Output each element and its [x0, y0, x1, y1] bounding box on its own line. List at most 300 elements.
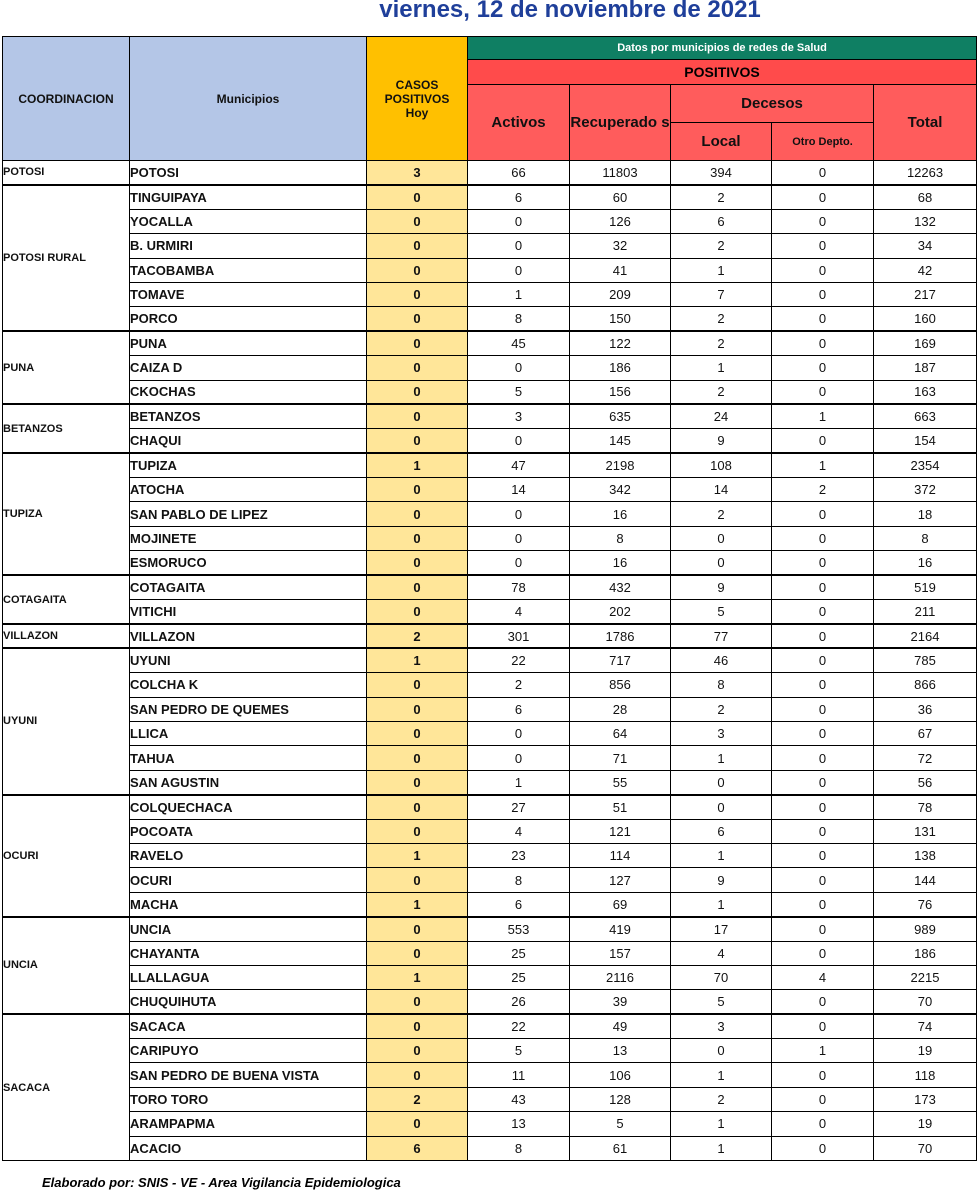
recuperados-cell: 856	[570, 673, 671, 697]
decesos-local-cell: 2	[671, 234, 772, 258]
table-row	[3, 917, 977, 941]
activos-cell: 25	[468, 965, 570, 989]
municipio-cell: MACHA	[130, 892, 367, 916]
total-cell: 42	[874, 258, 977, 282]
total-cell: 187	[874, 356, 977, 380]
decesos-otro-cell: 2	[772, 478, 874, 502]
recuperados-cell: 419	[570, 917, 671, 941]
total-cell: 372	[874, 478, 977, 502]
decesos-local-cell: 2	[671, 185, 772, 209]
table-row	[3, 795, 977, 819]
casos-hoy-cell: 6	[367, 1136, 468, 1160]
casos-hoy-cell: 0	[367, 380, 468, 404]
decesos-local-cell: 2	[671, 380, 772, 404]
header-casos-line2: POSITIVOS	[384, 91, 450, 106]
recuperados-cell: 60	[570, 185, 671, 209]
municipio-cell: B. URMIRI	[130, 234, 367, 258]
municipio-cell: COLCHA K	[130, 673, 367, 697]
decesos-local-cell: 7	[671, 282, 772, 306]
activos-cell: 0	[468, 526, 570, 550]
recuperados-cell: 11803	[570, 161, 671, 185]
casos-hoy-cell: 2	[367, 624, 468, 648]
header-casos-positivos-hoy	[367, 37, 468, 161]
decesos-local-cell: 1	[671, 1112, 772, 1136]
header-casos-line1: CASOS	[395, 77, 439, 92]
table-row	[3, 843, 977, 867]
decesos-otro-cell: 0	[772, 868, 874, 892]
activos-cell: 0	[468, 551, 570, 575]
total-cell: 68	[874, 185, 977, 209]
casos-hoy-cell: 0	[367, 331, 468, 355]
decesos-local-cell: 1	[671, 356, 772, 380]
decesos-local-cell: 5	[671, 990, 772, 1014]
coordinacion-cell: POTOSI RURAL	[3, 185, 130, 331]
decesos-local-cell: 8	[671, 673, 772, 697]
decesos-otro-cell: 0	[772, 770, 874, 794]
header-positivos: POSITIVOS	[468, 60, 977, 85]
decesos-local-cell: 1	[671, 843, 772, 867]
total-cell: 138	[874, 843, 977, 867]
total-cell: 76	[874, 892, 977, 916]
recuperados-cell: 41	[570, 258, 671, 282]
decesos-local-cell: 6	[671, 819, 772, 843]
table-row	[3, 453, 977, 477]
header-datos: Datos por municipios de redes de Salud	[468, 37, 977, 60]
decesos-otro-cell: 0	[772, 307, 874, 331]
total-cell: 74	[874, 1014, 977, 1038]
decesos-local-cell: 6	[671, 209, 772, 233]
activos-cell: 0	[468, 209, 570, 233]
decesos-otro-cell: 0	[772, 526, 874, 550]
header-decesos: Decesos	[671, 85, 874, 123]
recuperados-cell: 156	[570, 380, 671, 404]
total-cell: 8	[874, 526, 977, 550]
table-row	[3, 356, 977, 380]
decesos-local-cell: 77	[671, 624, 772, 648]
casos-hoy-cell: 0	[367, 917, 468, 941]
cases-table	[2, 36, 977, 1161]
decesos-otro-cell: 0	[772, 673, 874, 697]
municipio-cell: CAIZA D	[130, 356, 367, 380]
activos-cell: 25	[468, 941, 570, 965]
municipio-cell: SAN PEDRO DE QUEMES	[130, 697, 367, 721]
coordinacion-cell: PUNA	[3, 331, 130, 404]
municipio-cell: CHUQUIHUTA	[130, 990, 367, 1014]
municipio-cell: RAVELO	[130, 843, 367, 867]
table-row	[3, 624, 977, 648]
total-cell: 18	[874, 502, 977, 526]
table-row	[3, 600, 977, 624]
total-cell: 2164	[874, 624, 977, 648]
casos-hoy-cell: 0	[367, 721, 468, 745]
municipio-cell: COTAGAITA	[130, 575, 367, 599]
activos-cell: 553	[468, 917, 570, 941]
activos-cell: 8	[468, 868, 570, 892]
casos-hoy-cell: 0	[367, 1039, 468, 1063]
decesos-local-cell: 9	[671, 575, 772, 599]
activos-cell: 0	[468, 746, 570, 770]
casos-hoy-cell: 0	[367, 526, 468, 550]
decesos-local-cell: 1	[671, 746, 772, 770]
municipio-cell: VITICHI	[130, 600, 367, 624]
recuperados-cell: 8	[570, 526, 671, 550]
decesos-local-cell: 2	[671, 331, 772, 355]
activos-cell: 0	[468, 356, 570, 380]
activos-cell: 27	[468, 795, 570, 819]
recuperados-cell: 186	[570, 356, 671, 380]
decesos-local-cell: 1	[671, 892, 772, 916]
municipio-cell: CHAQUI	[130, 429, 367, 453]
decesos-otro-cell: 0	[772, 941, 874, 965]
activos-cell: 78	[468, 575, 570, 599]
casos-hoy-cell: 0	[367, 1014, 468, 1038]
recuperados-cell: 202	[570, 600, 671, 624]
table-row	[3, 673, 977, 697]
coordinacion-cell: VILLAZON	[3, 624, 130, 648]
municipio-cell: COLQUECHACA	[130, 795, 367, 819]
casos-hoy-cell: 0	[367, 600, 468, 624]
decesos-local-cell: 1	[671, 1136, 772, 1160]
recuperados-cell: 2198	[570, 453, 671, 477]
activos-cell: 6	[468, 697, 570, 721]
municipio-cell: TORO TORO	[130, 1087, 367, 1111]
municipio-cell: CARIPUYO	[130, 1039, 367, 1063]
table-row	[3, 282, 977, 306]
casos-hoy-cell: 0	[367, 990, 468, 1014]
table-row	[3, 990, 977, 1014]
casos-hoy-cell: 0	[367, 356, 468, 380]
footer-credit: Elaborado por: SNIS - VE - Area Vigilancia Epidemiologica	[42, 1175, 401, 1190]
municipio-cell: UNCIA	[130, 917, 367, 941]
decesos-local-cell: 3	[671, 1014, 772, 1038]
activos-cell: 1	[468, 282, 570, 306]
table-row	[3, 258, 977, 282]
page-title: viernes, 12 de noviembre de 2021	[379, 0, 761, 23]
decesos-otro-cell: 0	[772, 258, 874, 282]
header-municipios: Municipios	[130, 37, 367, 161]
activos-cell: 0	[468, 721, 570, 745]
activos-cell: 5	[468, 380, 570, 404]
decesos-otro-cell: 0	[772, 843, 874, 867]
header-coordinacion: COORDINACION	[3, 37, 130, 161]
decesos-otro-cell: 0	[772, 1112, 874, 1136]
total-cell: 785	[874, 648, 977, 672]
header-activos: Activos	[468, 85, 570, 161]
decesos-local-cell: 2	[671, 307, 772, 331]
activos-cell: 1	[468, 770, 570, 794]
total-cell: 989	[874, 917, 977, 941]
recuperados-cell: 13	[570, 1039, 671, 1063]
recuperados-cell: 61	[570, 1136, 671, 1160]
decesos-otro-cell: 0	[772, 1087, 874, 1111]
total-cell: 144	[874, 868, 977, 892]
activos-cell: 301	[468, 624, 570, 648]
recuperados-cell: 150	[570, 307, 671, 331]
total-cell: 663	[874, 404, 977, 428]
activos-cell: 0	[468, 429, 570, 453]
municipio-cell: YOCALLA	[130, 209, 367, 233]
activos-cell: 0	[468, 502, 570, 526]
decesos-otro-cell: 0	[772, 917, 874, 941]
casos-hoy-cell: 0	[367, 234, 468, 258]
decesos-otro-cell: 0	[772, 502, 874, 526]
coordinacion-cell: UNCIA	[3, 917, 130, 1015]
recuperados-cell: 114	[570, 843, 671, 867]
coordinacion-cell: COTAGAITA	[3, 575, 130, 624]
recuperados-cell: 122	[570, 331, 671, 355]
total-cell: 131	[874, 819, 977, 843]
table-row	[3, 429, 977, 453]
decesos-otro-cell: 0	[772, 648, 874, 672]
activos-cell: 4	[468, 819, 570, 843]
recuperados-cell: 145	[570, 429, 671, 453]
decesos-otro-cell: 0	[772, 575, 874, 599]
table-row	[3, 478, 977, 502]
municipio-cell: ATOCHA	[130, 478, 367, 502]
municipio-cell: TAHUA	[130, 746, 367, 770]
activos-cell: 22	[468, 1014, 570, 1038]
activos-cell: 6	[468, 185, 570, 209]
total-cell: 169	[874, 331, 977, 355]
decesos-local-cell: 0	[671, 551, 772, 575]
municipio-cell: SACACA	[130, 1014, 367, 1038]
decesos-local-cell: 17	[671, 917, 772, 941]
casos-hoy-cell: 3	[367, 161, 468, 185]
header-total: Total	[874, 85, 977, 161]
total-cell: 154	[874, 429, 977, 453]
casos-hoy-cell: 0	[367, 819, 468, 843]
coordinacion-cell: OCURI	[3, 795, 130, 917]
header-otro-depto: Otro Depto.	[772, 123, 874, 161]
total-cell: 2354	[874, 453, 977, 477]
casos-hoy-cell: 0	[367, 478, 468, 502]
recuperados-cell: 69	[570, 892, 671, 916]
decesos-local-cell: 0	[671, 795, 772, 819]
decesos-local-cell: 394	[671, 161, 772, 185]
total-cell: 211	[874, 600, 977, 624]
recuperados-cell: 635	[570, 404, 671, 428]
decesos-local-cell: 4	[671, 941, 772, 965]
municipio-cell: SAN PEDRO DE BUENA VISTA	[130, 1063, 367, 1087]
table-row	[3, 380, 977, 404]
total-cell: 217	[874, 282, 977, 306]
municipio-cell: CKOCHAS	[130, 380, 367, 404]
casos-hoy-cell: 0	[367, 697, 468, 721]
table-row	[3, 648, 977, 672]
activos-cell: 13	[468, 1112, 570, 1136]
recuperados-cell: 16	[570, 502, 671, 526]
recuperados-cell: 49	[570, 1014, 671, 1038]
recuperados-cell: 28	[570, 697, 671, 721]
table-row	[3, 1014, 977, 1038]
recuperados-cell: 128	[570, 1087, 671, 1111]
municipio-cell: OCURI	[130, 868, 367, 892]
activos-cell: 4	[468, 600, 570, 624]
casos-hoy-cell: 0	[367, 429, 468, 453]
decesos-otro-cell: 1	[772, 453, 874, 477]
table-row	[3, 868, 977, 892]
total-cell: 16	[874, 551, 977, 575]
decesos-local-cell: 2	[671, 1087, 772, 1111]
table-row	[3, 209, 977, 233]
total-cell: 56	[874, 770, 977, 794]
recuperados-cell: 16	[570, 551, 671, 575]
decesos-local-cell: 0	[671, 526, 772, 550]
recuperados-cell: 127	[570, 868, 671, 892]
decesos-otro-cell: 0	[772, 234, 874, 258]
activos-cell: 6	[468, 892, 570, 916]
table-row	[3, 746, 977, 770]
municipio-cell: BETANZOS	[130, 404, 367, 428]
activos-cell: 43	[468, 1087, 570, 1111]
coordinacion-cell: TUPIZA	[3, 453, 130, 575]
decesos-otro-cell: 0	[772, 624, 874, 648]
total-cell: 34	[874, 234, 977, 258]
casos-hoy-cell: 0	[367, 1063, 468, 1087]
table-body	[3, 161, 977, 1161]
total-cell: 866	[874, 673, 977, 697]
table-row	[3, 331, 977, 355]
municipio-cell: LLICA	[130, 721, 367, 745]
activos-cell: 22	[468, 648, 570, 672]
total-cell: 12263	[874, 161, 977, 185]
table-row	[3, 1087, 977, 1111]
decesos-otro-cell: 0	[772, 209, 874, 233]
municipio-cell: ACACIO	[130, 1136, 367, 1160]
table-row	[3, 502, 977, 526]
casos-hoy-cell: 1	[367, 453, 468, 477]
table-row	[3, 697, 977, 721]
decesos-otro-cell: 4	[772, 965, 874, 989]
casos-hoy-cell: 0	[367, 673, 468, 697]
decesos-otro-cell: 0	[772, 1063, 874, 1087]
casos-hoy-cell: 1	[367, 648, 468, 672]
casos-hoy-cell: 0	[367, 770, 468, 794]
table-row	[3, 941, 977, 965]
recuperados-cell: 157	[570, 941, 671, 965]
coordinacion-cell: SACACA	[3, 1014, 130, 1160]
decesos-local-cell: 0	[671, 770, 772, 794]
recuperados-cell: 5	[570, 1112, 671, 1136]
decesos-otro-cell: 0	[772, 331, 874, 355]
activos-cell: 26	[468, 990, 570, 1014]
recuperados-cell: 71	[570, 746, 671, 770]
municipio-cell: PUNA	[130, 331, 367, 355]
recuperados-cell: 55	[570, 770, 671, 794]
table-row	[3, 1039, 977, 1063]
activos-cell: 8	[468, 1136, 570, 1160]
casos-hoy-cell: 0	[367, 502, 468, 526]
municipio-cell: PORCO	[130, 307, 367, 331]
casos-hoy-cell: 1	[367, 843, 468, 867]
table-row	[3, 1136, 977, 1160]
decesos-local-cell: 24	[671, 404, 772, 428]
casos-hoy-cell: 0	[367, 868, 468, 892]
table-row	[3, 307, 977, 331]
casos-hoy-cell: 0	[367, 404, 468, 428]
recuperados-cell: 51	[570, 795, 671, 819]
decesos-otro-cell: 0	[772, 185, 874, 209]
decesos-otro-cell: 0	[772, 282, 874, 306]
decesos-local-cell: 1	[671, 1063, 772, 1087]
decesos-local-cell: 70	[671, 965, 772, 989]
decesos-otro-cell: 1	[772, 1039, 874, 1063]
recuperados-cell: 106	[570, 1063, 671, 1087]
total-cell: 519	[874, 575, 977, 599]
municipio-cell: TINGUIPAYA	[130, 185, 367, 209]
total-cell: 118	[874, 1063, 977, 1087]
decesos-otro-cell: 0	[772, 892, 874, 916]
decesos-otro-cell: 0	[772, 600, 874, 624]
decesos-otro-cell: 0	[772, 551, 874, 575]
municipio-cell: SAN AGUSTIN	[130, 770, 367, 794]
recuperados-cell: 1786	[570, 624, 671, 648]
decesos-otro-cell: 0	[772, 1014, 874, 1038]
casos-hoy-cell: 0	[367, 575, 468, 599]
coordinacion-cell: POTOSI	[3, 161, 130, 185]
recuperados-cell: 126	[570, 209, 671, 233]
table-row	[3, 526, 977, 550]
municipio-cell: UYUNI	[130, 648, 367, 672]
municipio-cell: TACOBAMBA	[130, 258, 367, 282]
activos-cell: 66	[468, 161, 570, 185]
activos-cell: 11	[468, 1063, 570, 1087]
activos-cell: 0	[468, 258, 570, 282]
decesos-otro-cell: 0	[772, 356, 874, 380]
casos-hoy-cell: 0	[367, 746, 468, 770]
total-cell: 163	[874, 380, 977, 404]
total-cell: 132	[874, 209, 977, 233]
total-cell: 67	[874, 721, 977, 745]
activos-cell: 47	[468, 453, 570, 477]
decesos-local-cell: 1	[671, 258, 772, 282]
coordinacion-cell: BETANZOS	[3, 404, 130, 453]
table-row	[3, 575, 977, 599]
decesos-local-cell: 9	[671, 429, 772, 453]
casos-hoy-cell: 0	[367, 307, 468, 331]
activos-cell: 8	[468, 307, 570, 331]
total-cell: 160	[874, 307, 977, 331]
total-cell: 78	[874, 795, 977, 819]
total-cell: 19	[874, 1039, 977, 1063]
decesos-otro-cell: 0	[772, 429, 874, 453]
municipio-cell: SAN PABLO DE LIPEZ	[130, 502, 367, 526]
decesos-otro-cell: 0	[772, 1136, 874, 1160]
activos-cell: 14	[468, 478, 570, 502]
decesos-local-cell: 46	[671, 648, 772, 672]
decesos-local-cell: 0	[671, 1039, 772, 1063]
coordinacion-cell: UYUNI	[3, 648, 130, 794]
recuperados-cell: 39	[570, 990, 671, 1014]
recuperados-cell: 342	[570, 478, 671, 502]
total-cell: 36	[874, 697, 977, 721]
casos-hoy-cell: 0	[367, 551, 468, 575]
municipio-cell: MOJINETE	[130, 526, 367, 550]
activos-cell: 2	[468, 673, 570, 697]
recuperados-cell: 64	[570, 721, 671, 745]
municipio-cell: CHAYANTA	[130, 941, 367, 965]
total-cell: 70	[874, 1136, 977, 1160]
decesos-local-cell: 3	[671, 721, 772, 745]
table-row	[3, 770, 977, 794]
municipio-cell: ARAMPAPMA	[130, 1112, 367, 1136]
table-row	[3, 404, 977, 428]
municipio-cell: TOMAVE	[130, 282, 367, 306]
decesos-local-cell: 9	[671, 868, 772, 892]
activos-cell: 45	[468, 331, 570, 355]
casos-hoy-cell: 0	[367, 258, 468, 282]
recuperados-cell: 209	[570, 282, 671, 306]
